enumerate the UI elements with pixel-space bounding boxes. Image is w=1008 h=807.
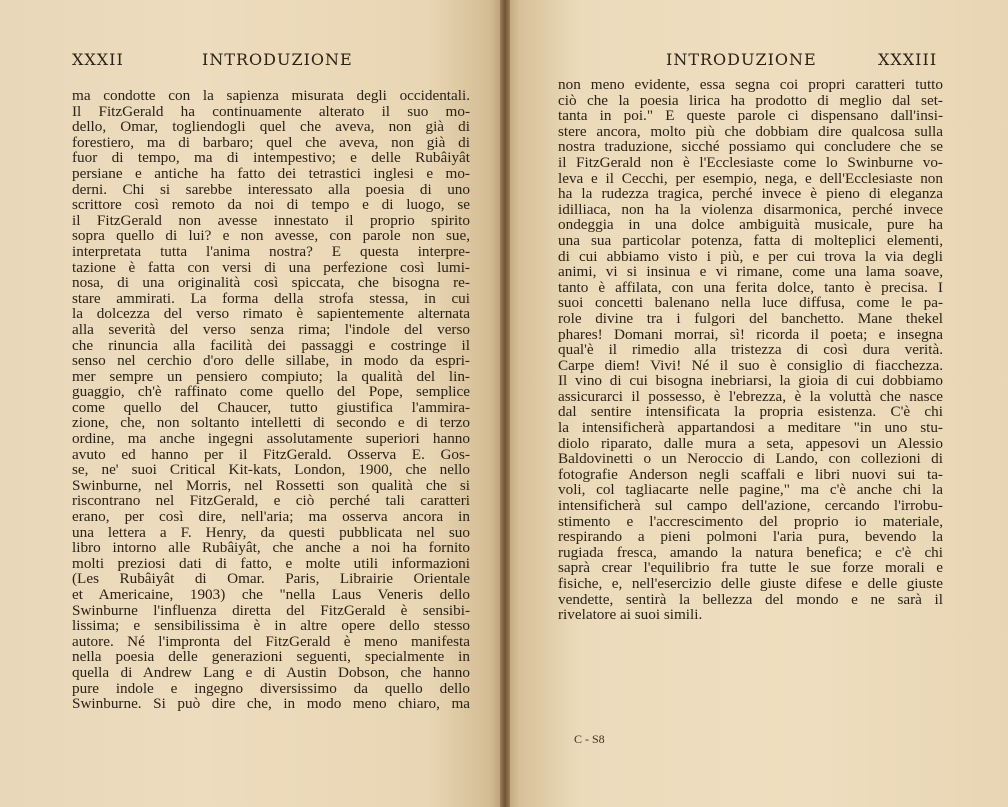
book-gutter xyxy=(500,0,510,807)
text-line: intensificherà sul campo dell'azione, cercando l'irrobu- xyxy=(558,497,943,515)
text-line: molti preziosi dati di fatto, e molte utili informazioni xyxy=(72,554,470,572)
text-line: fuor di tempo, ma di intempestivo; e delle Rubâiyât xyxy=(72,149,470,167)
text-line: Swinburne. Si può dire che, in modo meno chiaro, ma xyxy=(72,695,470,713)
text-line: tanta in poi." E queste parole ci dispensano dall'insi- xyxy=(558,107,943,125)
text-line: come quello del Chaucer, tutto giustifica l'ammira- xyxy=(72,398,470,416)
right-running-head: INTRODUZIONE xyxy=(666,50,817,69)
text-line: forestiero, ma di barbaro; quel che aveva, non già di xyxy=(72,133,470,151)
text-line: di cui abbiamo visto i più, e per cui trova la via degli xyxy=(558,247,943,265)
text-line: stimento e l'accrescimento del proprio io materiale, xyxy=(558,512,943,530)
text-line: diolo riparato, dalle mura a seta, appesovi un Alessio xyxy=(558,434,943,452)
text-line: alla severità del verso senza rima; l'indole del verso xyxy=(72,320,470,338)
text-line: che rinuncia alla facilità dei passaggi e costringe il xyxy=(72,336,470,354)
text-line: avuto ed hanno per il FitzGerald. Osserva E. Gos- xyxy=(72,445,470,463)
text-line: ha la rudezza tragica, perché invece è pieno di eleganza xyxy=(558,185,943,203)
left-running-head: INTRODUZIONE xyxy=(202,50,353,69)
text-line: mer sempre un pensiero compiuto; la qualità del lin- xyxy=(72,367,470,385)
text-line: non meno evidente, essa segna coi propri caratteri tutto xyxy=(558,76,943,93)
text-line: riscontrano nel FitzGerald, e ciò perché tali caratteri xyxy=(72,492,470,510)
text-line: persiane e antiche ha fatto dei tetrastici inglesi e mo- xyxy=(72,164,470,182)
text-line: quella di Andrew Lang e di Austin Dobson, che hanno xyxy=(72,663,470,681)
text-line: Swinburne l'influenza diretta del FitzGerald è sensibi- xyxy=(72,601,470,619)
text-line: rivelatore ai suoi simili. xyxy=(558,606,703,624)
text-line: (Les Rubâiyât di Omar. Paris, Librairie Orientale xyxy=(72,570,470,588)
text-line: assicurarci il possesso, è l'ebrezza, è la voluttà che nasce xyxy=(558,387,943,405)
text-line: la dolcezza del verso rimato è sapientemente alternata xyxy=(72,305,470,323)
text-line: pure indole e ingegno diversissimo da quello dello xyxy=(72,679,470,697)
text-line: rugiada fresca, amando la natura benefica; e c'è chi xyxy=(558,543,943,561)
text-line: tanto è affilata, con una ferita dolce, tanto è precisa. I xyxy=(558,278,943,296)
text-line: qual'è il rimedio alla tristezza di così dura verità. xyxy=(558,341,943,359)
text-line: nosa, di una originalità così spiccata, che bisogna re- xyxy=(72,274,470,292)
text-line: la intensificherà appartandosi a meditare "in uno stu- xyxy=(558,419,943,437)
text-line: nella poesia delle generazioni seguenti, specialmente in xyxy=(72,648,470,666)
text-line: erano, per così dire, nell'aria; ma osserva ancora in xyxy=(72,508,470,526)
text-line: dello, Omar, togliendogli quel che aveva, non già di xyxy=(72,118,470,136)
right-page-number: XXXIII xyxy=(878,50,938,69)
signature-mark: C - S8 xyxy=(574,732,605,746)
text-line: libro intorno alle Rubâiyât, che anche a noi ha fornito xyxy=(72,539,470,557)
text-line: senso nel cerchio d'oro delle sillabe, in modo da espri- xyxy=(72,352,470,370)
text-line: saprà crear l'equilibrio fra tutte le sue forze morali e xyxy=(558,559,943,577)
text-line: ma condotte con la sapienza misurata degli occidentali. xyxy=(72,87,470,104)
left-body-text xyxy=(72,88,470,712)
text-line: vendette, sentirà la bellezza del mondo e ne sarà il xyxy=(558,590,943,608)
text-line: ordine, ma anche ingegni assolutamente superiori hanno xyxy=(72,430,470,448)
text-line: Carpe diem! Vivi! Né il suo è consiglio di fiacchezza. xyxy=(558,356,943,374)
text-line: tazione è fatta con versi di una perfezione così lumi- xyxy=(72,258,470,276)
text-line: interpretata tutta l'anima nostra? E questa interpre- xyxy=(72,242,470,260)
text-line: sopra quello di lui? e non avesse, con parole non sue, xyxy=(72,227,470,245)
text-line: animi, vi si insinua e vi rimane, come una lama soave, xyxy=(558,263,943,281)
text-line: scrittore così remoto da noi di tempo e di luogo, se xyxy=(72,196,470,214)
text-line: fotografie Anderson negli scaffali e libri nuovi sui ta- xyxy=(558,465,943,483)
text-line: phares! Domani morrai, sì! ricorda il poeta; e insegna xyxy=(558,325,943,343)
right-body-text xyxy=(558,77,943,623)
text-line: Il vino di cui bisogna inebriarsi, la gioia di cui dobbiamo xyxy=(558,372,943,390)
text-line: idilliaca, non ha la violenza disarmonica, perché invece xyxy=(558,200,943,218)
text-line: guaggio, ch'è raffinato come quello del Pope, semplice xyxy=(72,383,470,401)
text-line: Baldovinetti o un Neroccio di Lando, con collezioni di xyxy=(558,450,943,468)
text-line: leva e il Cecchi, per esempio, nega, e dell'Ecclesiaste non xyxy=(558,169,943,187)
text-line: derni. Chi si sarebbe interessato alla poesia di uno xyxy=(72,180,470,198)
text-line: role divine tra i fulgori del banchetto. Mane thekel xyxy=(558,309,943,327)
text-line: respirando a pieni polmoni l'aria pura, bevendo la xyxy=(558,528,943,546)
text-line: dal sentire intensificata la propria esistenza. C'è chi xyxy=(558,403,943,421)
text-line: et Americaine, 1903) che "nella Laus Veneris dello xyxy=(72,586,470,603)
text-line: zione, che, non soltanto intelletti di secondo e di terzo xyxy=(72,414,470,432)
text-line: il FitzGerald non avesse innestato il proprio spirito xyxy=(72,211,470,229)
text-line: nostra traduzione, sicché possiamo qui concludere che se xyxy=(558,138,943,156)
text-line: suoi concetti balenano nella luce diffusa, come le pa- xyxy=(558,294,943,312)
text-line: ondeggia in una dolce ambiguità musicale, pure ha xyxy=(558,216,943,234)
text-line: voli, col tagliacarte nelle pagine," ma c'è anche chi la xyxy=(558,481,943,499)
text-line: ciò che la poesia lirica ha prodotto di meglio dal set- xyxy=(558,91,943,109)
text-line: lissima; e sensibilissima è in altre opere dello stesso xyxy=(72,617,470,635)
text-line: se, ne' suoi Critical Kit-kats, London, 1900, che nello xyxy=(72,461,470,479)
text-line: autore. Né l'impronta del FitzGerald è meno manifesta xyxy=(72,632,470,650)
text-line: Il FitzGerald ha continuamente alterato il suo mo- xyxy=(72,102,470,120)
left-page-number: XXXII xyxy=(72,50,124,69)
text-line: il FitzGerald non è l'Ecclesiaste come lo Swinburne vo- xyxy=(558,153,943,171)
text-line: stare ammirati. La forma della strofa stessa, in cui xyxy=(72,289,470,307)
text-line: stere ancora, molto più che dobbiam dire qualcosa sulla xyxy=(558,122,943,140)
right-page xyxy=(504,0,1008,807)
text-line: Swinburne, nel Morris, nel Rossetti son qualità che si xyxy=(72,476,470,494)
text-line: una sua particolar potenza, fatta di molteplici elementi, xyxy=(558,231,943,249)
text-line: una lettera a F. Henry, da questi pubblicata nel suo xyxy=(72,523,470,541)
text-line: fisiche, e, nell'esercizio delle giuste difese e delle giuste xyxy=(558,575,943,592)
